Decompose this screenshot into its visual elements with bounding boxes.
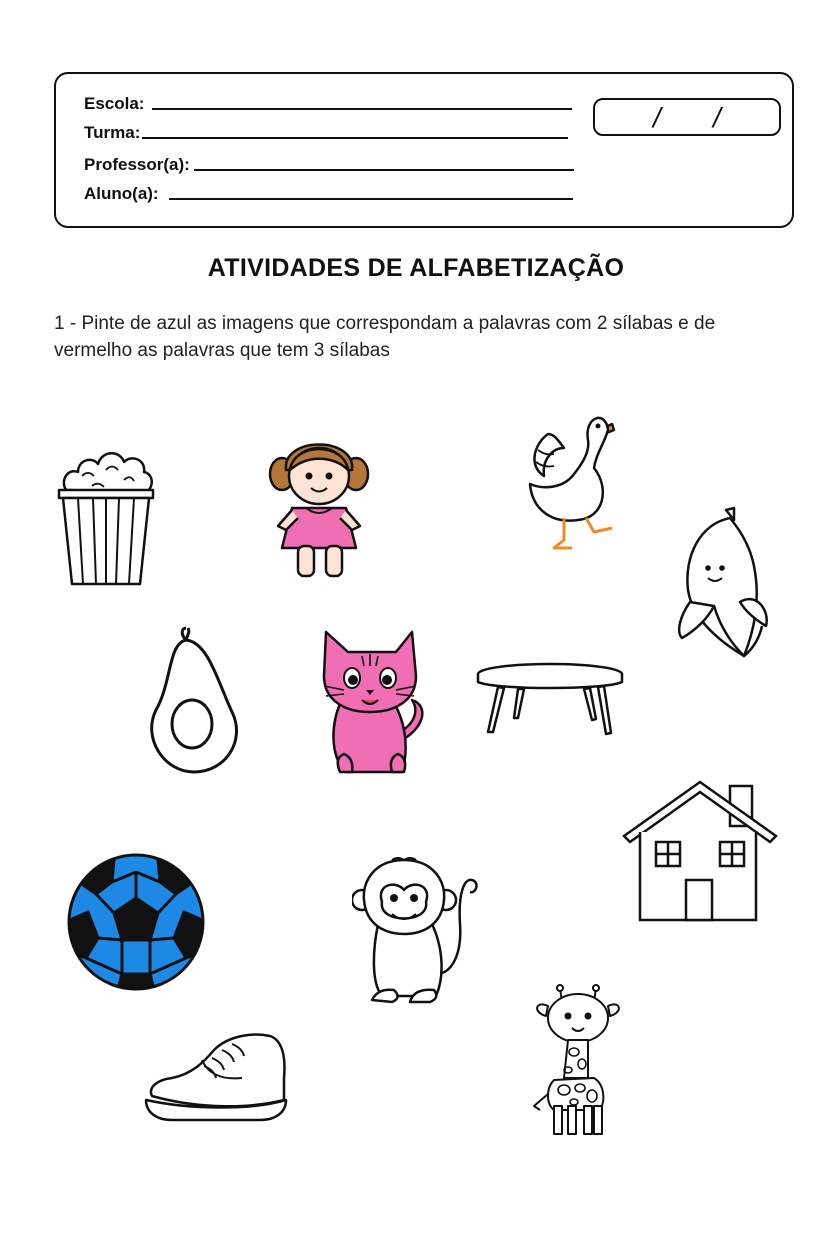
date-separator: / <box>653 102 661 133</box>
teacher-field[interactable] <box>84 155 574 175</box>
ball-image[interactable] <box>66 850 206 994</box>
goose-image[interactable] <box>524 404 624 556</box>
table-image[interactable] <box>474 660 626 738</box>
page-title: ATIVIDADES DE ALFABETIZAÇÃO <box>207 254 625 282</box>
date-separator: / <box>713 102 721 133</box>
school-label: Escola: <box>84 94 145 113</box>
class-field[interactable] <box>84 123 568 143</box>
date-field[interactable] <box>593 98 781 136</box>
school-line[interactable] <box>152 108 572 110</box>
class-line[interactable] <box>142 137 568 139</box>
teacher-label: Professor(a): <box>84 155 190 174</box>
header-form <box>54 72 794 228</box>
school-field[interactable] <box>84 94 572 114</box>
avocado-image[interactable] <box>146 624 242 776</box>
instruction-text: 1 - Pinte de azul as imagens que correspondam a palavras com 2 sílabas e de vermelho as palavras que tem 3 sílabas <box>54 313 716 361</box>
teacher-line[interactable] <box>194 169 574 171</box>
popcorn-image[interactable] <box>54 432 158 590</box>
banana-image[interactable] <box>670 506 774 660</box>
student-label: Aluno(a): <box>84 184 159 203</box>
giraffe-image[interactable] <box>530 984 626 1138</box>
cat-image[interactable] <box>312 626 436 776</box>
shoe-image[interactable] <box>142 1030 290 1126</box>
student-line[interactable] <box>169 198 573 200</box>
monkey-image[interactable] <box>352 854 480 1006</box>
class-label: Turma: <box>84 123 141 142</box>
student-field[interactable] <box>84 184 573 204</box>
doll-image[interactable] <box>264 430 374 582</box>
house-image[interactable] <box>622 780 778 922</box>
